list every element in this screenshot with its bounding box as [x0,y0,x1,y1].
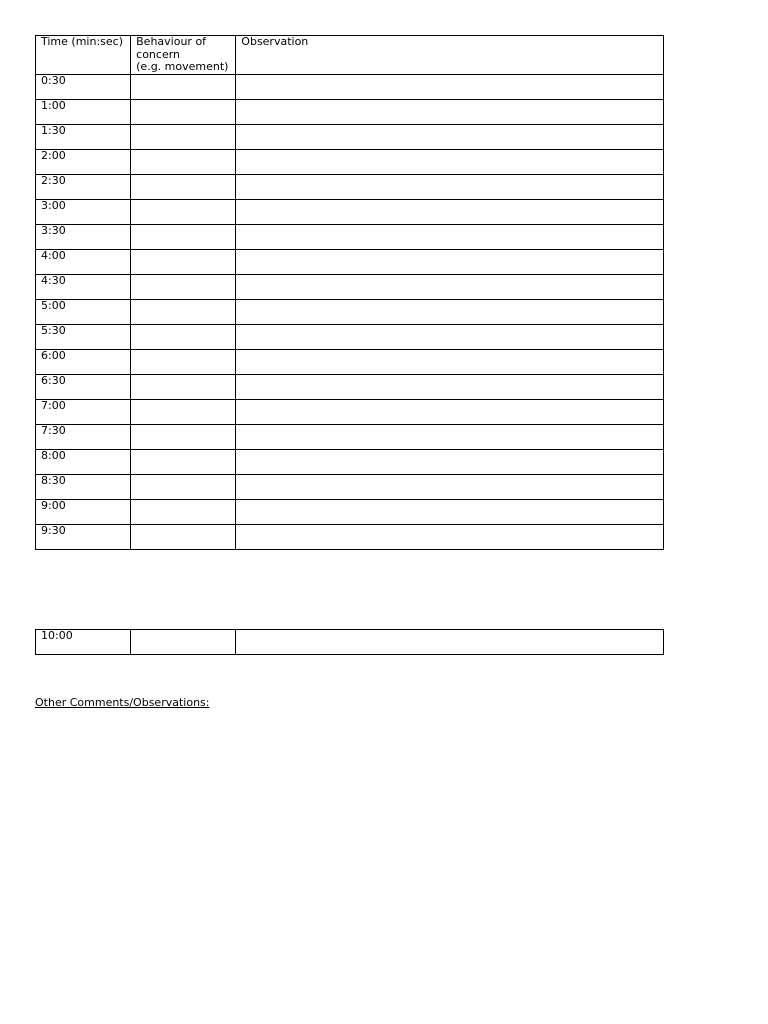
table-row [36,124,664,149]
behaviour-cell[interactable] [131,74,236,99]
behaviour-cell[interactable] [131,424,236,449]
final-observation-table [35,629,664,655]
behaviour-cell[interactable] [131,174,236,199]
time-cell: 5:00 [36,299,131,324]
observation-cell[interactable] [236,299,664,324]
observation-cell[interactable] [236,99,664,124]
table-row [36,630,664,655]
table-row [36,274,664,299]
table-row [36,374,664,399]
time-cell: 4:00 [36,249,131,274]
behaviour-cell[interactable] [131,474,236,499]
time-cell: 10:00 [36,630,131,655]
observation-cell[interactable] [236,149,664,174]
behaviour-cell[interactable] [131,224,236,249]
table-row [36,99,664,124]
observation-cell[interactable] [236,349,664,374]
table-row [36,324,664,349]
behaviour-cell[interactable] [131,274,236,299]
header-behaviour [131,36,236,75]
observation-cell[interactable] [236,499,664,524]
observation-cell[interactable] [236,374,664,399]
behaviour-cell[interactable] [131,149,236,174]
table-row [36,199,664,224]
table-row [36,449,664,474]
observation-cell[interactable] [236,199,664,224]
header-observation: Observation [236,36,664,75]
behaviour-cell[interactable] [131,630,236,655]
behaviour-cell[interactable] [131,449,236,474]
time-cell: 9:00 [36,499,131,524]
time-cell: 2:30 [36,174,131,199]
table-row [36,174,664,199]
behaviour-cell[interactable] [131,349,236,374]
table-header-row [36,36,664,75]
table-row [36,474,664,499]
time-cell: 3:00 [36,199,131,224]
behaviour-cell[interactable] [131,399,236,424]
observation-cell[interactable] [236,474,664,499]
table-row [36,224,664,249]
behaviour-cell[interactable] [131,249,236,274]
observation-cell[interactable] [236,524,664,549]
table-row [36,299,664,324]
header-behaviour-line1: Behaviour of [136,35,207,48]
observation-cell[interactable] [236,424,664,449]
time-cell: 8:30 [36,474,131,499]
time-cell: 6:30 [36,374,131,399]
table-row [36,424,664,449]
behaviour-cell[interactable] [131,324,236,349]
behaviour-cell[interactable] [131,124,236,149]
behaviour-cell[interactable] [131,299,236,324]
time-cell: 7:30 [36,424,131,449]
table-row [36,249,664,274]
time-cell: 7:00 [36,399,131,424]
observation-cell[interactable] [236,174,664,199]
time-cell: 0:30 [36,74,131,99]
time-cell: 8:00 [36,449,131,474]
table-row [36,524,664,549]
header-time: Time (min:sec) [36,36,131,75]
observation-cell[interactable] [236,74,664,99]
observation-cell[interactable] [236,224,664,249]
observation-cell[interactable] [236,124,664,149]
other-comments-label: Other Comments/Observations: [35,696,210,709]
table-row [36,149,664,174]
time-cell: 2:00 [36,149,131,174]
table-row [36,74,664,99]
header-behaviour-line2: concern [136,47,181,61]
table-row [36,499,664,524]
time-cell: 6:00 [36,349,131,374]
time-cell: 9:30 [36,524,131,549]
time-cell: 1:00 [36,99,131,124]
behaviour-cell[interactable] [131,499,236,524]
time-cell: 1:30 [36,124,131,149]
observation-cell[interactable] [236,630,664,655]
table-body [36,74,664,549]
behaviour-cell[interactable] [131,99,236,124]
time-cell: 4:30 [36,274,131,299]
observation-cell[interactable] [236,274,664,299]
observation-cell[interactable] [236,449,664,474]
observation-cell[interactable] [236,249,664,274]
header-behaviour-line3: (e.g. movement) [136,60,229,73]
behaviour-cell[interactable] [131,524,236,549]
observation-cell[interactable] [236,324,664,349]
observation-cell[interactable] [236,399,664,424]
behaviour-cell[interactable] [131,374,236,399]
table-row [36,349,664,374]
behaviour-cell[interactable] [131,199,236,224]
time-cell: 3:30 [36,224,131,249]
time-cell: 5:30 [36,324,131,349]
observation-table [35,35,664,550]
table-row [36,399,664,424]
